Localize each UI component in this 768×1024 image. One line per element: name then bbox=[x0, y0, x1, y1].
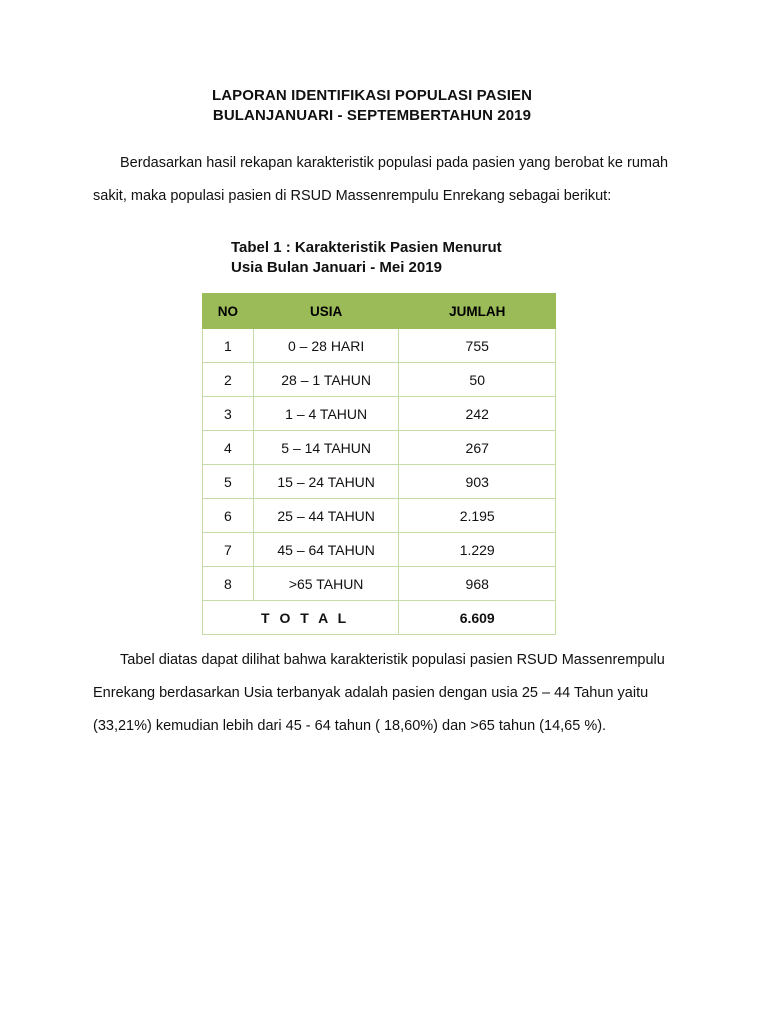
table-total-row bbox=[203, 601, 556, 635]
cell-jumlah: 755 bbox=[399, 329, 556, 363]
table-header-row bbox=[203, 294, 556, 329]
conclusion-paragraph bbox=[93, 644, 693, 743]
table-caption bbox=[231, 238, 502, 278]
total-value: 6.609 bbox=[399, 601, 556, 635]
conclusion-line-1: Tabel diatas dapat dilihat bahwa karakteristik populasi pasien RSUD Massenrempulu bbox=[120, 652, 665, 668]
cell-jumlah: 267 bbox=[399, 431, 556, 465]
age-characteristics-table bbox=[202, 293, 556, 635]
table-row bbox=[203, 329, 556, 363]
table-row bbox=[203, 465, 556, 499]
cell-usia: 0 – 28 HARI bbox=[253, 329, 399, 363]
cell-jumlah: 2.195 bbox=[399, 499, 556, 533]
cell-no: 3 bbox=[203, 397, 254, 431]
cell-no: 8 bbox=[203, 567, 254, 601]
table-row bbox=[203, 363, 556, 397]
cell-usia: 28 – 1 TAHUN bbox=[253, 363, 399, 397]
title-line-2: BULANJANUARI - SEPTEMBERTAHUN 2019 bbox=[212, 107, 532, 124]
cell-jumlah: 968 bbox=[399, 567, 556, 601]
intro-line-1: Berdasarkan hasil rekapan karakteristik populasi pada pasien yang berobat ke rumah bbox=[120, 155, 669, 171]
cell-usia: 45 – 64 TAHUN bbox=[253, 533, 399, 567]
cell-usia: 1 – 4 TAHUN bbox=[253, 397, 399, 431]
table-row bbox=[203, 499, 556, 533]
total-label: T O T A L bbox=[203, 601, 399, 635]
header-usia: USIA bbox=[253, 294, 399, 329]
header-jumlah: JUMLAH bbox=[399, 294, 556, 329]
cell-no: 2 bbox=[203, 363, 254, 397]
cell-no: 4 bbox=[203, 431, 254, 465]
table-row bbox=[203, 431, 556, 465]
cell-no: 1 bbox=[203, 329, 254, 363]
title-line-1: LAPORAN IDENTIFIKASI POPULASI PASIEN bbox=[211, 87, 532, 104]
conclusion-line-2: Enrekang berdasarkan Usia terbanyak adalah pasien dengan usia 25 – 44 Tahun yaitu bbox=[93, 685, 649, 701]
conclusion-line-3: (33,21%) kemudian lebih dari 45 - 64 tahun ( 18,60%) dan >65 tahun (14,65 %). bbox=[93, 718, 607, 734]
intro-paragraph bbox=[93, 147, 693, 213]
intro-line-2: sakit, maka populasi pasien di RSUD Massenrempulu Enrekang sebagai berikut: bbox=[93, 188, 612, 204]
table-caption-line-2: Usia Bulan Januari - Mei 2019 bbox=[231, 259, 442, 276]
cell-usia: >65 TAHUN bbox=[253, 567, 399, 601]
cell-usia: 15 – 24 TAHUN bbox=[253, 465, 399, 499]
cell-no: 5 bbox=[203, 465, 254, 499]
cell-jumlah: 50 bbox=[399, 363, 556, 397]
table-row bbox=[203, 533, 556, 567]
cell-usia: 25 – 44 TAHUN bbox=[253, 499, 399, 533]
cell-no: 7 bbox=[203, 533, 254, 567]
table-row bbox=[203, 397, 556, 431]
cell-usia: 5 – 14 TAHUN bbox=[253, 431, 399, 465]
table-row bbox=[203, 567, 556, 601]
table-caption-line-1: Tabel 1 : Karakteristik Pasien Menurut bbox=[231, 239, 502, 256]
cell-no: 6 bbox=[203, 499, 254, 533]
cell-jumlah: 1.229 bbox=[399, 533, 556, 567]
document-title bbox=[0, 86, 744, 126]
header-no: NO bbox=[203, 294, 254, 329]
cell-jumlah: 903 bbox=[399, 465, 556, 499]
cell-jumlah: 242 bbox=[399, 397, 556, 431]
